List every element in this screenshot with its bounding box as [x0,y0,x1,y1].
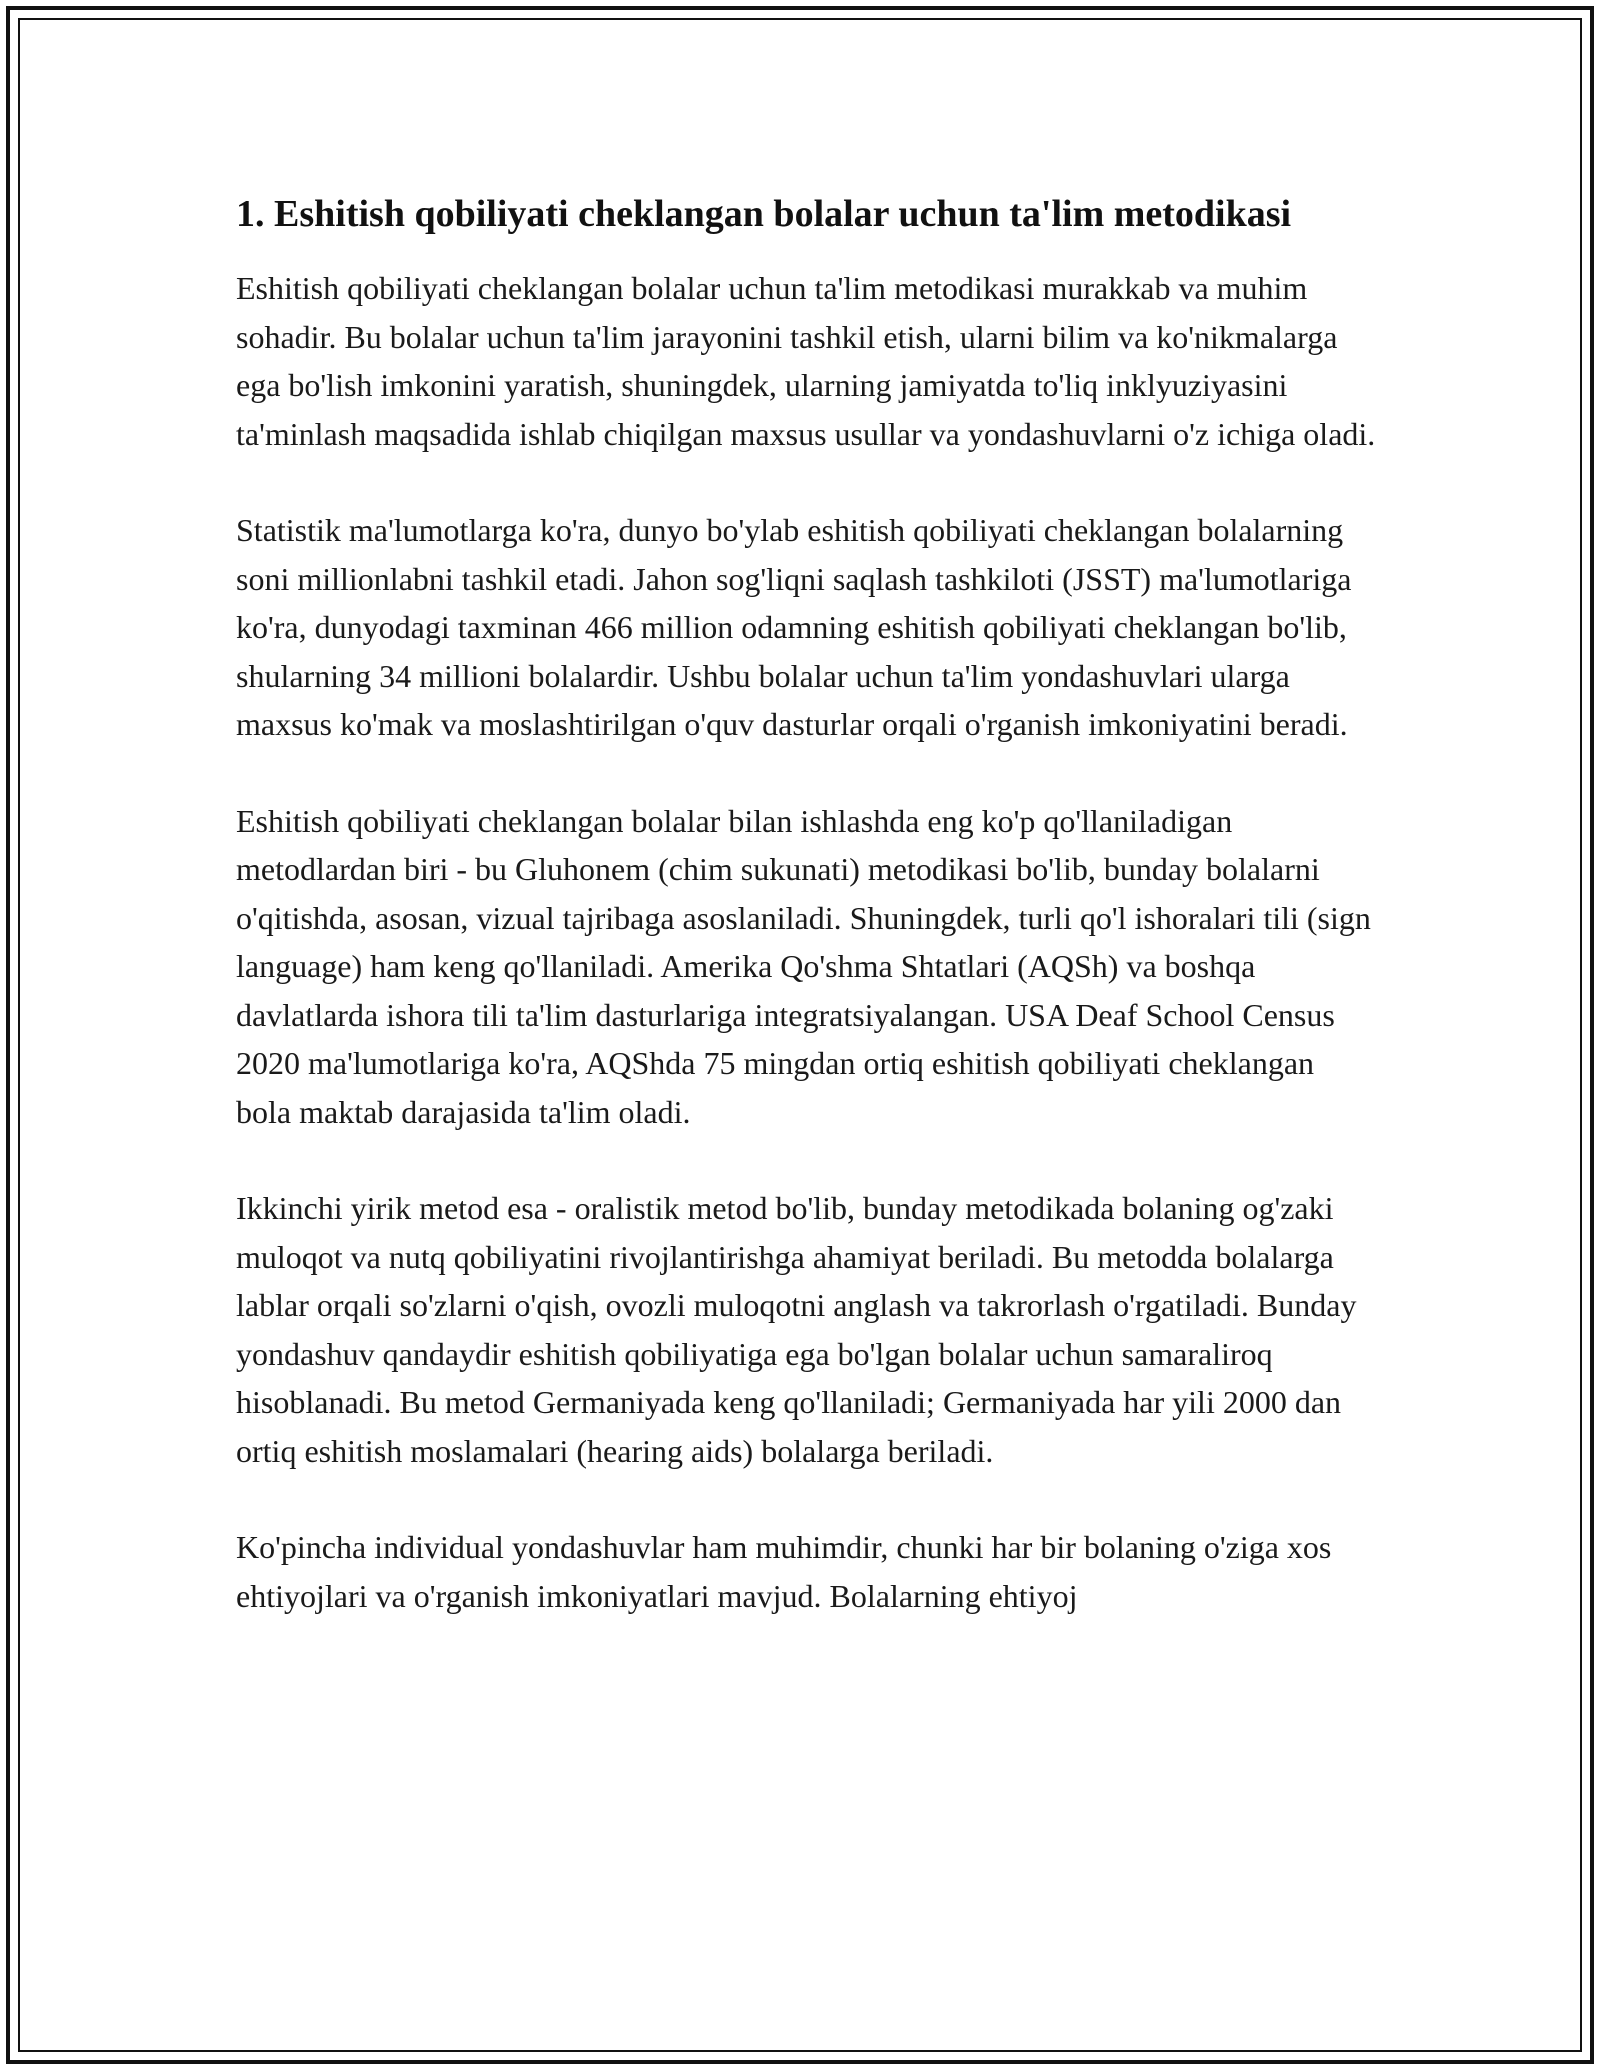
paragraph-statistics: Statistik ma'lumotlarga ko'ra, dunyo bo'ylab eshitish qobiliyati cheklangan bolalarning soni millionlabni tashkil etadi. Jahon sog'liqni saqlash tashkiloti (JSST) ma'lumotlariga ko'ra, dunyodagi taxminan 466 million odamning eshitish qobiliyati cheklangan bo'lib, shularning 34 millioni bolalardir. Ushbu bolalar uchun ta'lim yondashuvlari ularga maxsus ko'mak va moslashtirilgan o'quv dasturlar orqali o'rganish imkoniyatini beradi. [236,512,1352,742]
document-content [236,186,1376,1620]
paragraph-oralist-method: Ikkinchi yirik metod esa - oralistik metod bo'lib, bunday metodikada bolaning og'zaki muloqot va nutq qobiliyatini rivojlantirishga ahamiyat beriladi. Bu metodda bolalarga lablar orqali so'zlarni o'qish, ovozli muloqotni anglash va takrorlash o'rgatiladi. Bunday yondashuv qandaydir eshitish qobiliyatiga ega bo'lgan bolalar uchun samaraliroq hisoblanadi. Bu metod Germaniyada keng qo'llaniladi; Germaniyada har yili 2000 dan ortiq eshitish moslamalari (hearing aids) bolalarga beriladi. [236,1190,1357,1469]
section-heading: 1. Eshitish qobiliyati cheklangan bolalar uchun ta'lim metodikasi [236,193,1292,235]
paragraph-sign-language-method: Eshitish qobiliyati cheklangan bolalar bilan ishlashda eng ko'p qo'llaniladigan metodlardan biri - bu Gluhonem (chim sukunati) metodikasi bo'lib, bunday bolalarni o'qitishda, asosan, vizual tajribaga asoslaniladi. Shuningdek, turli qo'l ishoralari tili (sign language) ham keng qo'llaniladi. Amerika Qo'shma Shtatlari (AQSh) va boshqa davlatlarda ishora tili ta'lim dasturlariga integratsiyalangan. USA Deaf School Census 2020 ma'lumotlariga ko'ra, AQShda 75 mingdan ortiq eshitish qobiliyati cheklangan bola maktab darajasida ta'lim oladi. [236,802,1371,1130]
paragraph-individual-approach: Ko'pincha individual yondashuvlar ham muhimdir, chunki har bir bolaning o'ziga xos ehtiyojlari va o'rganish imkoniyatlari mavjud. Bolalarning ehtiyoj [236,1529,1332,1614]
paragraph-intro: Eshitish qobiliyati cheklangan bolalar uchun ta'lim metodikasi murakkab va muhim sohadir. Bu bolalar uchun ta'lim jarayonini tashkil etish, ularni bilim va ko'nikmalarga ega bo'lish imkonini yaratish, shuningdek, ularning jamiyatda to'liq inklyuziyasini ta'minlash maqsadida ishlab chiqilgan maxsus usullar va yondashuvlarni o'z ichiga oladi. [236,270,1376,452]
